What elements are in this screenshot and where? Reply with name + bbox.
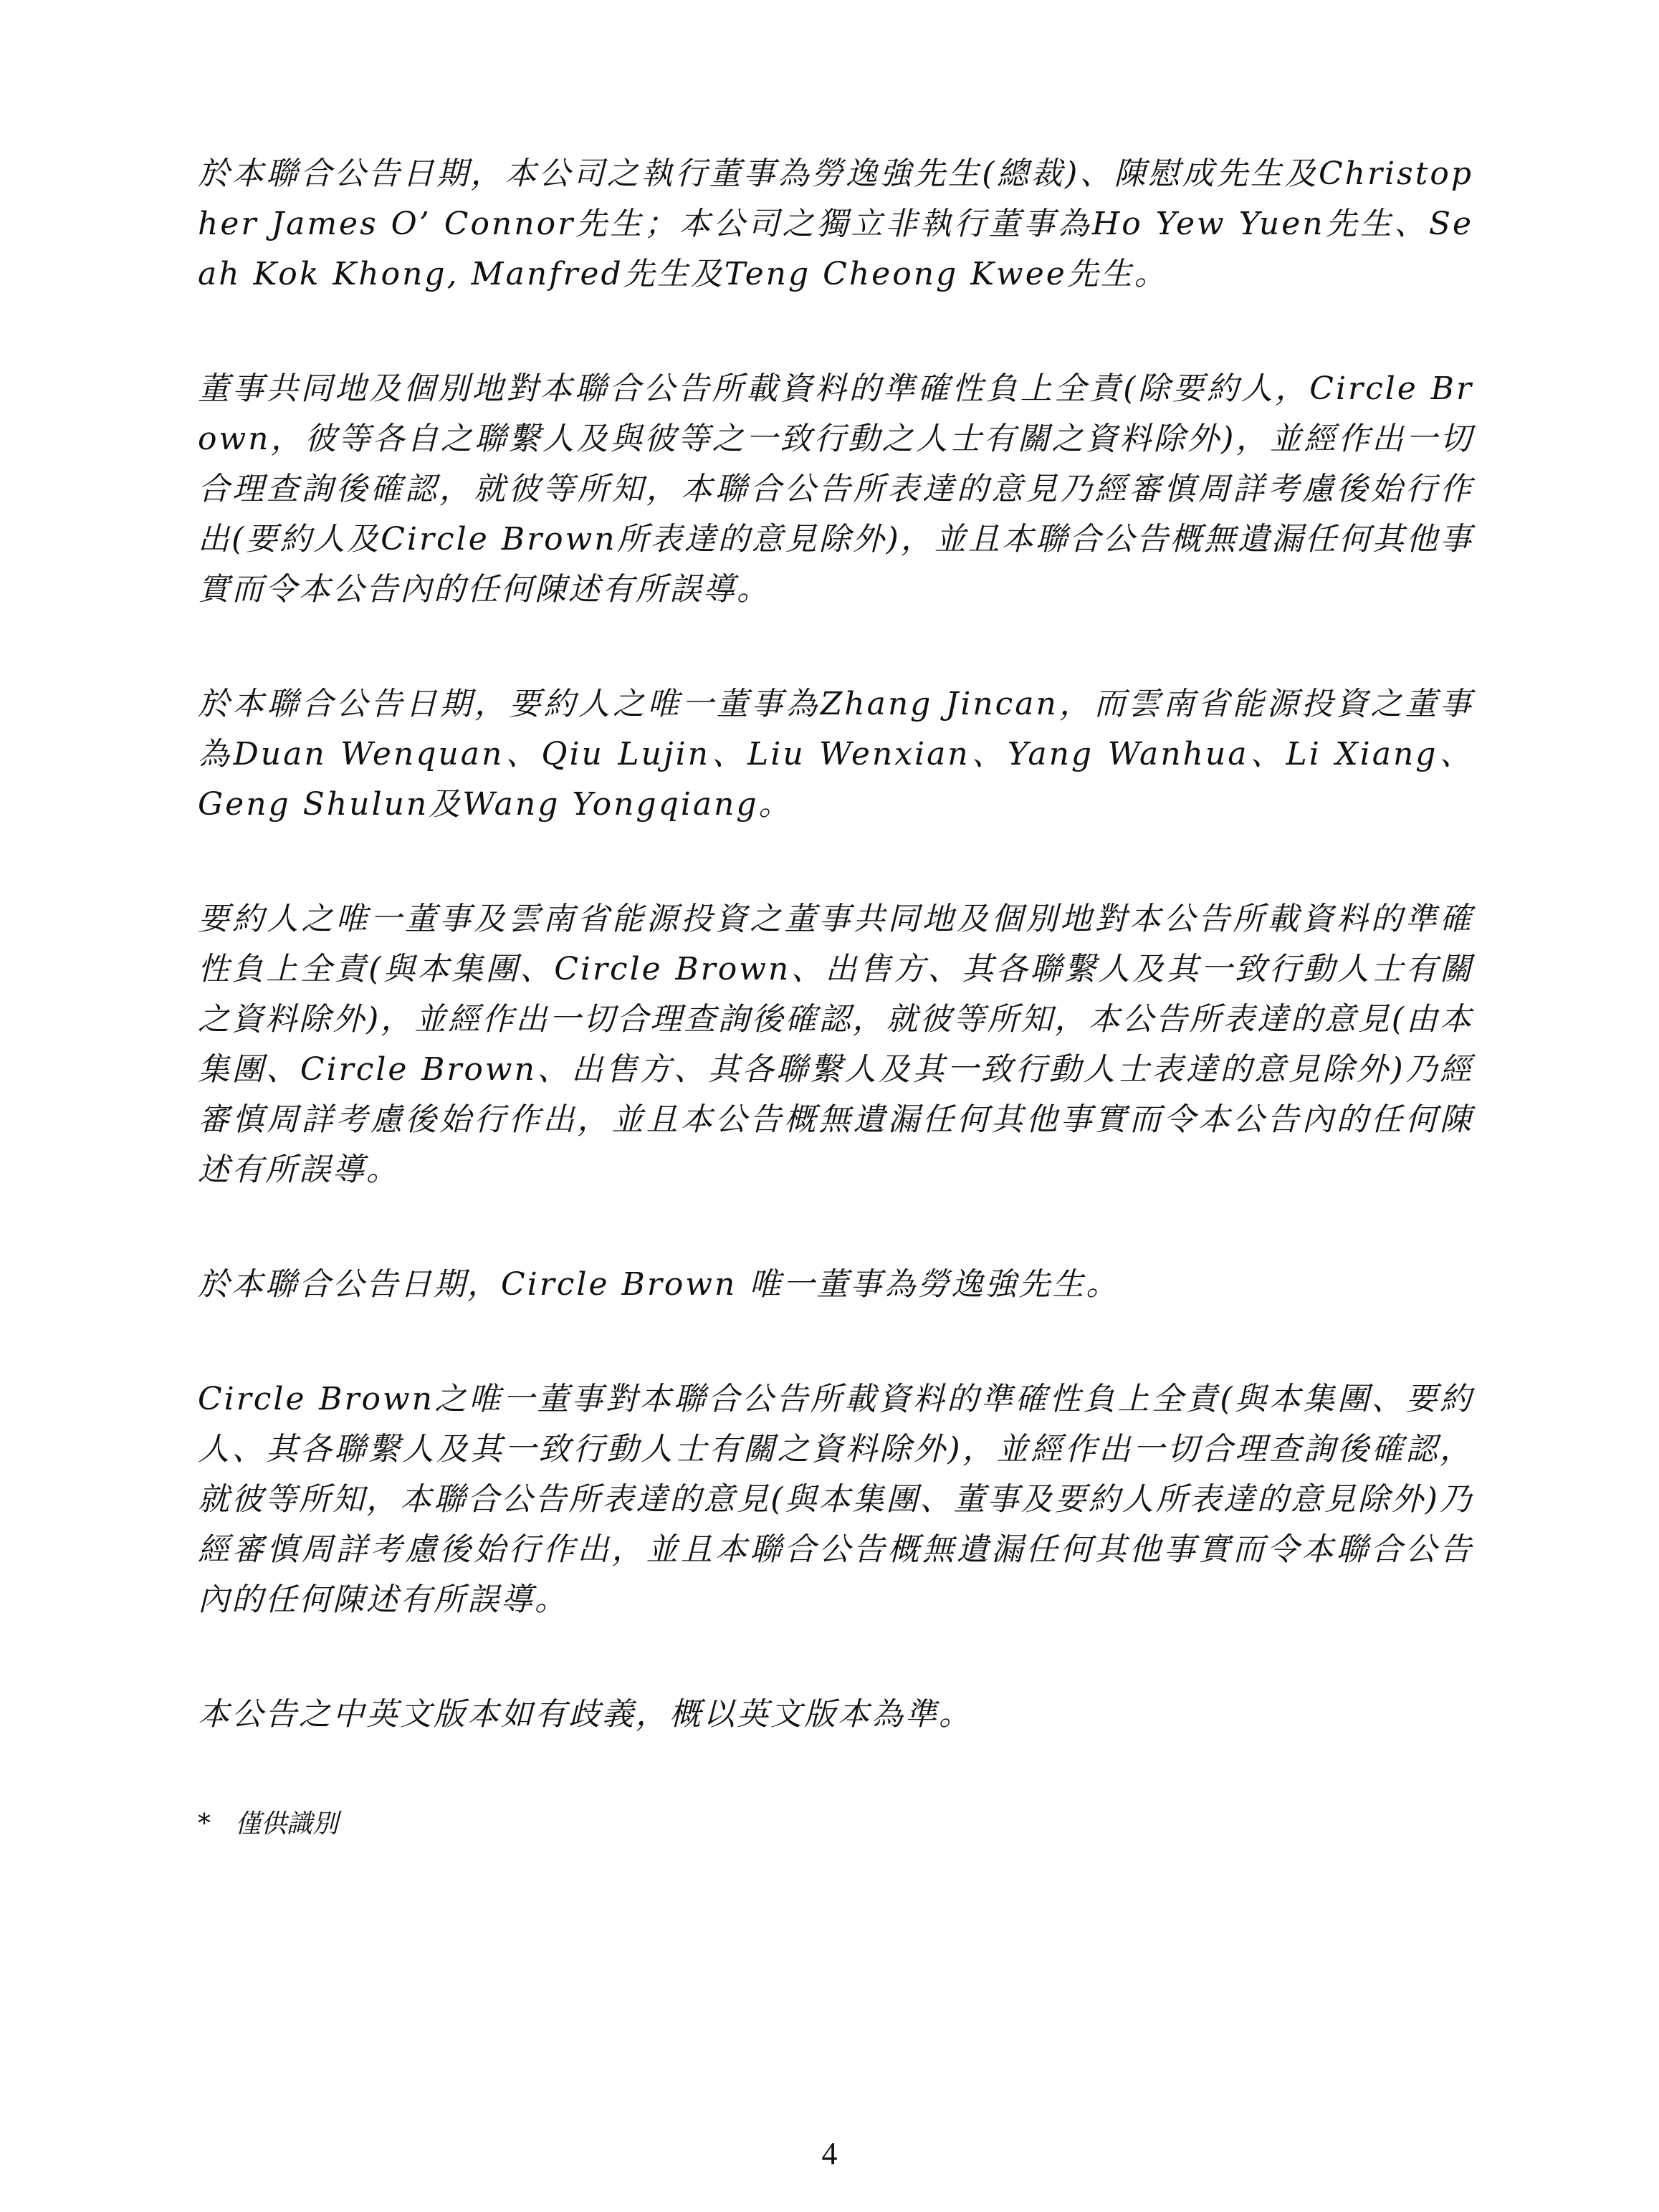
paragraph-language-version: 本公告之中英文版本如有歧義，概以英文版本為準。 bbox=[198, 1696, 972, 1733]
footnote-marker: * bbox=[198, 1809, 211, 1839]
paragraph-offeror-directors: 於本聯合公告日期，要約人之唯一董事為Zhang Jincan，而雲南省能源投資之董事為Duan Wenquan、Qiu Lujin、Liu Wenxian、Yang Wanhua、Li Xiang、Geng Shulun及Wang Yongqiang。 bbox=[198, 686, 1473, 823]
paragraph-circle-brown-director: 於本聯合公告日期，Circle Brown 唯一董事為勞逸強先生。 bbox=[198, 1266, 1120, 1303]
paragraph-circle-brown-responsibility: Circle Brown之唯一董事對本聯合公告所載資料的準確性負上全責(與本集團、要約人、其各聯繫人及其一致行動人士有關之資料除外)，並經作出一切合理查詢後確認，就彼等所知，本聯合公告所表達的意見(與本集團、董事及要約人所表達的意見除外)乃經審慎周詳考慮後始行作出，並且本聯合公告概無遺漏任何其他事實而令本聯合公告內的任何陳述有所誤導。 bbox=[198, 1381, 1473, 1618]
footnote bbox=[198, 1804, 1473, 1844]
paragraph-offeror-responsibility: 要約人之唯一董事及雲南省能源投資之董事共同地及個別地對本公告所載資料的準確性負上全責(與本集團、Circle Brown、出售方、其各聯繫人及其一致行動人士有關之資料除外)，並經作出一切合理查詢後確認，就彼等所知，本公告所表達的意見(由本集團、Circle Brown、出售方、其各聯繫人及其一致行動人士表達的意見除外)乃經審慎周詳考慮後始行作出，並且本公告概無遺漏任何其他事實而令本公告內的任何陳述有所誤導。 bbox=[198, 901, 1473, 1188]
page-number: 4 bbox=[821, 2136, 838, 2171]
paragraph-directors-responsibility: 董事共同地及個別地對本聯合公告所載資料的準確性負上全責(除要約人，Circle Brown，彼等各自之聯繫人及與彼等之一致行動之人士有關之資料除外)，並經作出一切合理查詢後確認，就彼等所知，本聯合公告所表達的意見乃經審慎周詳考慮後始行作出(要約人及Circle Brown所表達的意見除外)，並且本聯合公告概無遺漏任何其他事實而令本公告內的任何陳述有所誤導。 bbox=[198, 370, 1473, 608]
paragraph-company-directors: 於本聯合公告日期，本公司之執行董事為勞逸強先生(總裁)、陳慰成先生及Christopher James O’ Connor先生；本公司之獨立非執行董事為Ho Yew Yuen先生、Seah Kok Khong, Manfred先生及Teng Cheong Kwee先生。 bbox=[198, 155, 1473, 292]
document-body bbox=[198, 149, 1473, 1844]
footnote-text: 僅供識別 bbox=[235, 1809, 339, 1839]
